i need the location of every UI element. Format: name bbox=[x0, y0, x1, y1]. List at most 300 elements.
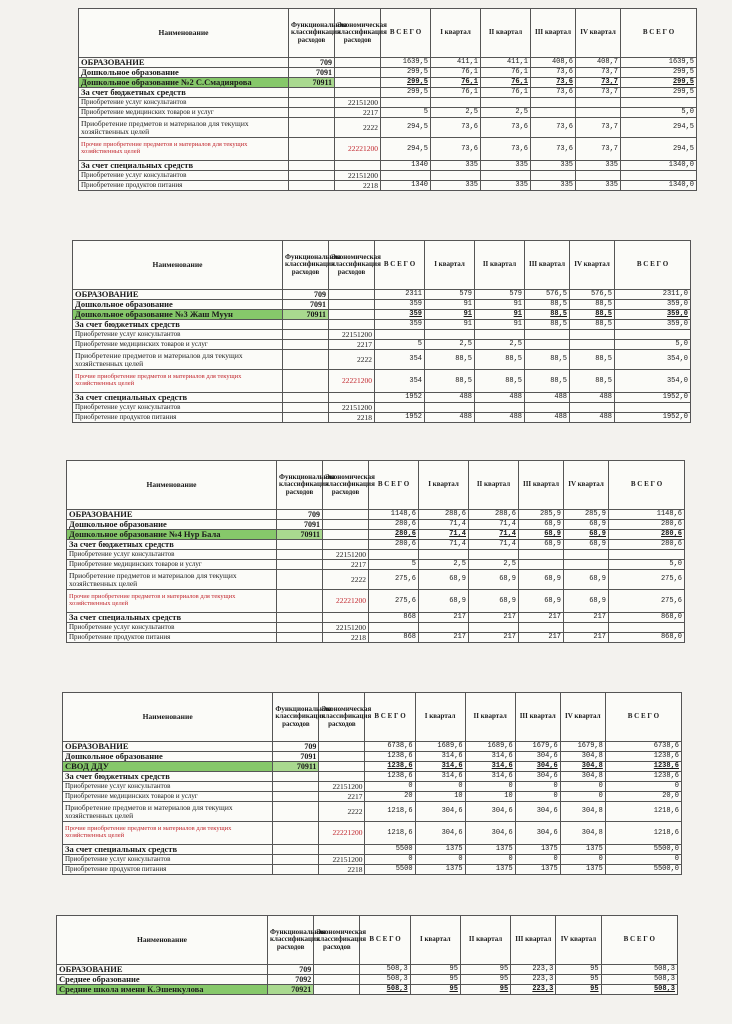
value-cell: 354 bbox=[375, 370, 425, 393]
table-row bbox=[57, 975, 678, 985]
table-row bbox=[79, 118, 697, 138]
value-cell: 299,5 bbox=[621, 78, 697, 88]
row-name: Дошкольное образование bbox=[67, 520, 277, 530]
func-code bbox=[283, 320, 329, 330]
value-cell bbox=[369, 623, 419, 633]
value-cell: 88,5 bbox=[570, 300, 615, 310]
value-cell: 314,6 bbox=[415, 762, 465, 772]
value-cell: 488 bbox=[425, 413, 475, 423]
row-name: Приобретение медицинских товаров и услуг bbox=[63, 792, 273, 802]
value-cell: 5,0 bbox=[609, 560, 685, 570]
row-name: Приобретение продуктов питания bbox=[67, 633, 277, 643]
value-cell: 1238,6 bbox=[365, 772, 415, 782]
row-name: За счет бюджетных средств bbox=[63, 772, 273, 782]
value-cell: 359 bbox=[375, 320, 425, 330]
value-cell: 95 bbox=[410, 975, 460, 985]
value-cell: 95 bbox=[460, 975, 510, 985]
row-name: Приобретение продуктов питания bbox=[79, 181, 289, 191]
value-cell: 304,6 bbox=[515, 752, 560, 762]
func-code bbox=[277, 623, 323, 633]
row-name: За счет специальных средств bbox=[73, 393, 283, 403]
header-func: Функциональная классификация расходов bbox=[268, 916, 314, 965]
header-name: Наименование bbox=[73, 241, 283, 290]
value-cell: 91 bbox=[425, 300, 475, 310]
value-cell: 354 bbox=[375, 350, 425, 370]
value-cell bbox=[621, 98, 697, 108]
econ-code bbox=[323, 613, 369, 623]
econ-code: 22151200 bbox=[335, 98, 381, 108]
row-name: За счет бюджетных средств bbox=[73, 320, 283, 330]
value-cell bbox=[481, 171, 531, 181]
row-name: Приобретение предметов и материалов для текущих хозяйственных целей bbox=[63, 802, 273, 822]
econ-code bbox=[329, 300, 375, 310]
value-cell: 304,6 bbox=[465, 802, 515, 822]
header-q4: IV квартал bbox=[564, 461, 609, 510]
value-cell: 280,6 bbox=[609, 530, 685, 540]
value-cell bbox=[431, 171, 481, 181]
value-cell: 868 bbox=[369, 613, 419, 623]
table-header-row bbox=[73, 241, 691, 290]
value-cell: 280,6 bbox=[369, 530, 419, 540]
value-cell: 335 bbox=[431, 181, 481, 191]
value-cell: 217 bbox=[419, 633, 469, 643]
value-cell: 359 bbox=[375, 300, 425, 310]
value-cell bbox=[375, 403, 425, 413]
header-q3: III квартал bbox=[511, 916, 556, 965]
value-cell: 1375 bbox=[515, 845, 560, 855]
value-cell: 5,0 bbox=[615, 340, 691, 350]
value-cell: 5 bbox=[369, 560, 419, 570]
header-q1: I квартал bbox=[410, 916, 460, 965]
header-q2: II квартал bbox=[469, 461, 519, 510]
value-cell: 1340,0 bbox=[621, 181, 697, 191]
row-name: За счет специальных средств bbox=[67, 613, 277, 623]
func-code bbox=[277, 570, 323, 590]
header-q3: III квартал bbox=[519, 461, 564, 510]
value-cell: 2311,0 bbox=[615, 290, 691, 300]
header-econ: Экономическая классификация расходов bbox=[329, 241, 375, 290]
value-cell: 95 bbox=[410, 985, 460, 995]
table-row bbox=[73, 370, 691, 393]
value-cell: 488 bbox=[425, 393, 475, 403]
table-row bbox=[63, 822, 682, 845]
func-code bbox=[289, 118, 335, 138]
row-name: ОБРАЗОВАНИЕ bbox=[79, 58, 289, 68]
econ-code bbox=[323, 530, 369, 540]
func-code bbox=[289, 88, 335, 98]
table-row bbox=[67, 550, 685, 560]
value-cell: 95 bbox=[460, 965, 510, 975]
table-row bbox=[67, 633, 685, 643]
value-cell: 5500,0 bbox=[605, 865, 681, 875]
header-func: Функциональная классификация расходов bbox=[277, 461, 323, 510]
header-func: Функциональная классификация расходов bbox=[283, 241, 329, 290]
econ-code bbox=[319, 845, 365, 855]
value-cell bbox=[475, 403, 525, 413]
econ-code: 2217 bbox=[323, 560, 369, 570]
value-cell: 2,5 bbox=[475, 340, 525, 350]
value-cell: 73,6 bbox=[431, 138, 481, 161]
value-cell: 68,9 bbox=[519, 590, 564, 613]
value-cell: 335 bbox=[576, 161, 621, 171]
value-cell: 508,3 bbox=[360, 965, 410, 975]
value-cell: 2,5 bbox=[419, 560, 469, 570]
func-code bbox=[283, 370, 329, 393]
header-econ: Экономическая классификация расходов bbox=[319, 693, 365, 742]
econ-code bbox=[314, 975, 360, 985]
value-cell: 73,7 bbox=[576, 68, 621, 78]
value-cell: 71,4 bbox=[419, 520, 469, 530]
econ-code: 22221200 bbox=[323, 590, 369, 613]
func-code: 70921 bbox=[268, 985, 314, 995]
header-name: Наименование bbox=[67, 461, 277, 510]
value-cell: 1148,6 bbox=[609, 510, 685, 520]
econ-code bbox=[323, 520, 369, 530]
value-cell: 275,6 bbox=[369, 590, 419, 613]
func-code bbox=[289, 98, 335, 108]
func-code bbox=[289, 181, 335, 191]
econ-code: 22151200 bbox=[329, 330, 375, 340]
value-cell: 88,5 bbox=[525, 370, 570, 393]
value-cell: 335 bbox=[531, 181, 576, 191]
table-row bbox=[67, 540, 685, 550]
value-cell bbox=[564, 623, 609, 633]
value-cell: 304,8 bbox=[560, 772, 605, 782]
func-code bbox=[289, 138, 335, 161]
value-cell: 217 bbox=[519, 613, 564, 623]
budget-table-5 bbox=[56, 915, 678, 995]
header-func: Функциональная классификация расходов bbox=[273, 693, 319, 742]
func-code bbox=[273, 792, 319, 802]
value-cell: 76,1 bbox=[431, 68, 481, 78]
value-cell: 335 bbox=[576, 181, 621, 191]
value-cell: 0 bbox=[515, 792, 560, 802]
func-code: 70911 bbox=[289, 78, 335, 88]
row-name: Приобретение услуг консультантов bbox=[67, 623, 277, 633]
value-cell: 95 bbox=[556, 975, 601, 985]
value-cell: 223,3 bbox=[511, 975, 556, 985]
value-cell: 275,6 bbox=[369, 570, 419, 590]
table-row bbox=[79, 161, 697, 171]
value-cell: 1148,6 bbox=[369, 510, 419, 520]
value-cell: 280,6 bbox=[369, 540, 419, 550]
value-cell: 1375 bbox=[415, 865, 465, 875]
header-econ: Экономическая классификация расходов bbox=[314, 916, 360, 965]
value-cell: 68,9 bbox=[564, 570, 609, 590]
value-cell: 217 bbox=[469, 633, 519, 643]
value-cell bbox=[525, 330, 570, 340]
econ-code: 22221200 bbox=[329, 370, 375, 393]
value-cell: 1952 bbox=[375, 413, 425, 423]
row-name: Приобретение медицинских товаров и услуг bbox=[67, 560, 277, 570]
value-cell bbox=[615, 403, 691, 413]
value-cell: 68,9 bbox=[419, 590, 469, 613]
value-cell: 68,9 bbox=[564, 590, 609, 613]
value-cell: 1238,6 bbox=[605, 772, 681, 782]
value-cell: 217 bbox=[469, 613, 519, 623]
value-cell: 68,9 bbox=[419, 570, 469, 590]
value-cell: 6738,6 bbox=[605, 742, 681, 752]
row-name: Приобретение медицинских товаров и услуг bbox=[73, 340, 283, 350]
value-cell: 20 bbox=[365, 792, 415, 802]
value-cell bbox=[564, 560, 609, 570]
value-cell: 304,8 bbox=[560, 752, 605, 762]
value-cell: 76,1 bbox=[431, 88, 481, 98]
value-cell: 508,3 bbox=[601, 975, 677, 985]
value-cell: 88,5 bbox=[570, 320, 615, 330]
value-cell: 1679,8 bbox=[560, 742, 605, 752]
row-name: Приобретение услуг консультантов bbox=[67, 550, 277, 560]
value-cell: 73,6 bbox=[431, 118, 481, 138]
table-row bbox=[73, 300, 691, 310]
value-cell: 1218,6 bbox=[605, 822, 681, 845]
econ-code bbox=[335, 68, 381, 78]
value-cell: 88,5 bbox=[525, 300, 570, 310]
row-name: Приобретение медицинских товаров и услуг bbox=[79, 108, 289, 118]
func-code bbox=[289, 108, 335, 118]
value-cell: 0 bbox=[415, 855, 465, 865]
econ-code: 22151200 bbox=[335, 171, 381, 181]
econ-code bbox=[335, 78, 381, 88]
table-row bbox=[67, 570, 685, 590]
func-code: 709 bbox=[268, 965, 314, 975]
value-cell bbox=[531, 98, 576, 108]
value-cell: 576,5 bbox=[570, 290, 615, 300]
row-name: ОБРАЗОВАНИЕ bbox=[67, 510, 277, 520]
value-cell: 10 bbox=[415, 792, 465, 802]
econ-code: 2222 bbox=[335, 118, 381, 138]
value-cell bbox=[469, 550, 519, 560]
value-cell: 76,1 bbox=[481, 68, 531, 78]
value-cell bbox=[615, 330, 691, 340]
value-cell bbox=[419, 623, 469, 633]
econ-code bbox=[319, 752, 365, 762]
budget-table-4 bbox=[62, 692, 682, 875]
header-econ: Экономическая классификация расходов bbox=[335, 9, 381, 58]
value-cell: 488 bbox=[570, 413, 615, 423]
value-cell: 68,9 bbox=[469, 590, 519, 613]
value-cell bbox=[369, 550, 419, 560]
value-cell bbox=[519, 623, 564, 633]
value-cell: 88,5 bbox=[525, 350, 570, 370]
table-row bbox=[79, 78, 697, 88]
func-code: 709 bbox=[277, 510, 323, 520]
value-cell: 2,5 bbox=[469, 560, 519, 570]
func-code: 70911 bbox=[277, 530, 323, 540]
value-cell: 5500 bbox=[365, 865, 415, 875]
value-cell: 0 bbox=[515, 782, 560, 792]
value-cell: 5,0 bbox=[621, 108, 697, 118]
value-cell: 217 bbox=[564, 613, 609, 623]
value-cell: 223,3 bbox=[511, 985, 556, 995]
row-name: Приобретение услуг консультантов bbox=[63, 782, 273, 792]
econ-code bbox=[335, 58, 381, 68]
header-q3: III квартал bbox=[531, 9, 576, 58]
value-cell: 304,6 bbox=[515, 822, 560, 845]
value-cell: 0 bbox=[560, 792, 605, 802]
value-cell: 0 bbox=[560, 782, 605, 792]
row-name: Приобретение продуктов питания bbox=[63, 865, 273, 875]
func-code: 709 bbox=[283, 290, 329, 300]
value-cell: 1689,6 bbox=[465, 742, 515, 752]
value-cell: 408,7 bbox=[576, 58, 621, 68]
func-code bbox=[289, 171, 335, 181]
value-cell: 88,5 bbox=[425, 370, 475, 393]
table-row bbox=[67, 510, 685, 520]
value-cell: 71,4 bbox=[469, 540, 519, 550]
value-cell: 95 bbox=[410, 965, 460, 975]
table-header-row bbox=[79, 9, 697, 58]
value-cell: 1375 bbox=[415, 845, 465, 855]
table-row bbox=[79, 138, 697, 161]
row-name: Приобретение предметов и материалов для текущих хозяйственных целей bbox=[73, 350, 283, 370]
value-cell: 0 bbox=[465, 782, 515, 792]
header-total2: В С Е Г О bbox=[601, 916, 677, 965]
header-econ: Экономическая классификация расходов bbox=[323, 461, 369, 510]
value-cell: 68,9 bbox=[469, 570, 519, 590]
econ-code: 2218 bbox=[335, 181, 381, 191]
header-total2: В С Е Г О bbox=[605, 693, 681, 742]
value-cell: 1375 bbox=[560, 865, 605, 875]
value-cell: 95 bbox=[556, 985, 601, 995]
value-cell: 314,6 bbox=[465, 752, 515, 762]
value-cell bbox=[381, 98, 431, 108]
value-cell: 488 bbox=[570, 393, 615, 403]
value-cell: 0 bbox=[365, 782, 415, 792]
econ-code bbox=[323, 510, 369, 520]
func-code bbox=[277, 633, 323, 643]
table-row bbox=[79, 88, 697, 98]
func-code: 709 bbox=[273, 742, 319, 752]
func-code: 70911 bbox=[283, 310, 329, 320]
value-cell: 88,5 bbox=[525, 310, 570, 320]
header-q4: IV квартал bbox=[560, 693, 605, 742]
header-q4: IV квартал bbox=[576, 9, 621, 58]
value-cell: 304,8 bbox=[560, 762, 605, 772]
table-row bbox=[57, 965, 678, 975]
header-q3: III квартал bbox=[525, 241, 570, 290]
econ-code bbox=[319, 742, 365, 752]
table-row bbox=[67, 613, 685, 623]
value-cell: 488 bbox=[475, 393, 525, 403]
func-code: 7091 bbox=[289, 68, 335, 78]
value-cell: 1952,0 bbox=[615, 393, 691, 403]
table-row bbox=[67, 623, 685, 633]
value-cell bbox=[576, 108, 621, 118]
value-cell: 2,5 bbox=[481, 108, 531, 118]
table-row bbox=[67, 590, 685, 613]
value-cell bbox=[570, 340, 615, 350]
value-cell: 91 bbox=[425, 320, 475, 330]
value-cell: 5500,0 bbox=[605, 845, 681, 855]
value-cell: 68,9 bbox=[519, 530, 564, 540]
table-row bbox=[67, 520, 685, 530]
value-cell: 223,3 bbox=[511, 965, 556, 975]
econ-code bbox=[329, 310, 375, 320]
row-name: Дошкольное образование bbox=[79, 68, 289, 78]
econ-code bbox=[329, 393, 375, 403]
value-cell: 1340,0 bbox=[621, 161, 697, 171]
value-cell bbox=[564, 550, 609, 560]
row-name: Приобретение продуктов питания bbox=[73, 413, 283, 423]
value-cell bbox=[431, 98, 481, 108]
value-cell bbox=[425, 403, 475, 413]
row-name: Дошкольное образование bbox=[63, 752, 273, 762]
value-cell: 294,5 bbox=[381, 118, 431, 138]
value-cell: 73,6 bbox=[481, 118, 531, 138]
value-cell: 76,1 bbox=[481, 78, 531, 88]
row-name: Средние школа имени К.Эшенкулова bbox=[57, 985, 268, 995]
value-cell: 294,5 bbox=[381, 138, 431, 161]
value-cell: 359,0 bbox=[615, 300, 691, 310]
value-cell bbox=[576, 171, 621, 181]
value-cell: 91 bbox=[475, 300, 525, 310]
econ-code: 22151200 bbox=[323, 550, 369, 560]
table-row bbox=[73, 290, 691, 300]
header-name: Наименование bbox=[63, 693, 273, 742]
func-code bbox=[283, 403, 329, 413]
econ-code: 2222 bbox=[323, 570, 369, 590]
func-code bbox=[283, 330, 329, 340]
value-cell: 508,3 bbox=[360, 975, 410, 985]
value-cell bbox=[469, 623, 519, 633]
func-code bbox=[273, 822, 319, 845]
econ-code: 2222 bbox=[319, 802, 365, 822]
table-header-row bbox=[57, 916, 678, 965]
row-name: Приобретение предметов и материалов для текущих хозяйственных целей bbox=[67, 570, 277, 590]
value-cell: 335 bbox=[431, 161, 481, 171]
econ-code bbox=[335, 161, 381, 171]
value-cell: 68,9 bbox=[519, 570, 564, 590]
value-cell: 299,5 bbox=[381, 68, 431, 78]
header-total2: В С Е Г О bbox=[621, 9, 697, 58]
value-cell: 335 bbox=[481, 181, 531, 191]
func-code bbox=[273, 772, 319, 782]
value-cell: 73,7 bbox=[576, 88, 621, 98]
func-code bbox=[283, 340, 329, 350]
value-cell bbox=[570, 403, 615, 413]
table-row bbox=[79, 68, 697, 78]
row-name: За счет специальных средств bbox=[63, 845, 273, 855]
header-total: В С Е Г О bbox=[365, 693, 415, 742]
value-cell: 508,3 bbox=[601, 985, 677, 995]
table-row bbox=[73, 320, 691, 330]
value-cell: 285,9 bbox=[519, 510, 564, 520]
table-row bbox=[79, 58, 697, 68]
value-cell: 304,8 bbox=[560, 802, 605, 822]
func-code bbox=[273, 865, 319, 875]
econ-code bbox=[329, 290, 375, 300]
value-cell: 91 bbox=[475, 320, 525, 330]
table-row bbox=[63, 742, 682, 752]
row-name: Прочие приобретение предметов и материалов для текущих хозяйственных целей bbox=[63, 822, 273, 845]
value-cell: 88,5 bbox=[475, 350, 525, 370]
value-cell: 88,5 bbox=[570, 370, 615, 393]
header-name: Наименование bbox=[57, 916, 268, 965]
value-cell: 299,5 bbox=[621, 88, 697, 98]
row-name: Приобретение услуг консультантов bbox=[63, 855, 273, 865]
value-cell: 411,1 bbox=[481, 58, 531, 68]
func-code bbox=[289, 161, 335, 171]
value-cell bbox=[519, 550, 564, 560]
func-code bbox=[277, 613, 323, 623]
value-cell: 73,6 bbox=[531, 88, 576, 98]
value-cell: 73,7 bbox=[576, 138, 621, 161]
value-cell: 1952 bbox=[375, 393, 425, 403]
header-total2: В С Е Г О bbox=[615, 241, 691, 290]
value-cell: 76,1 bbox=[481, 88, 531, 98]
row-name: Приобретение услуг консультантов bbox=[79, 171, 289, 181]
